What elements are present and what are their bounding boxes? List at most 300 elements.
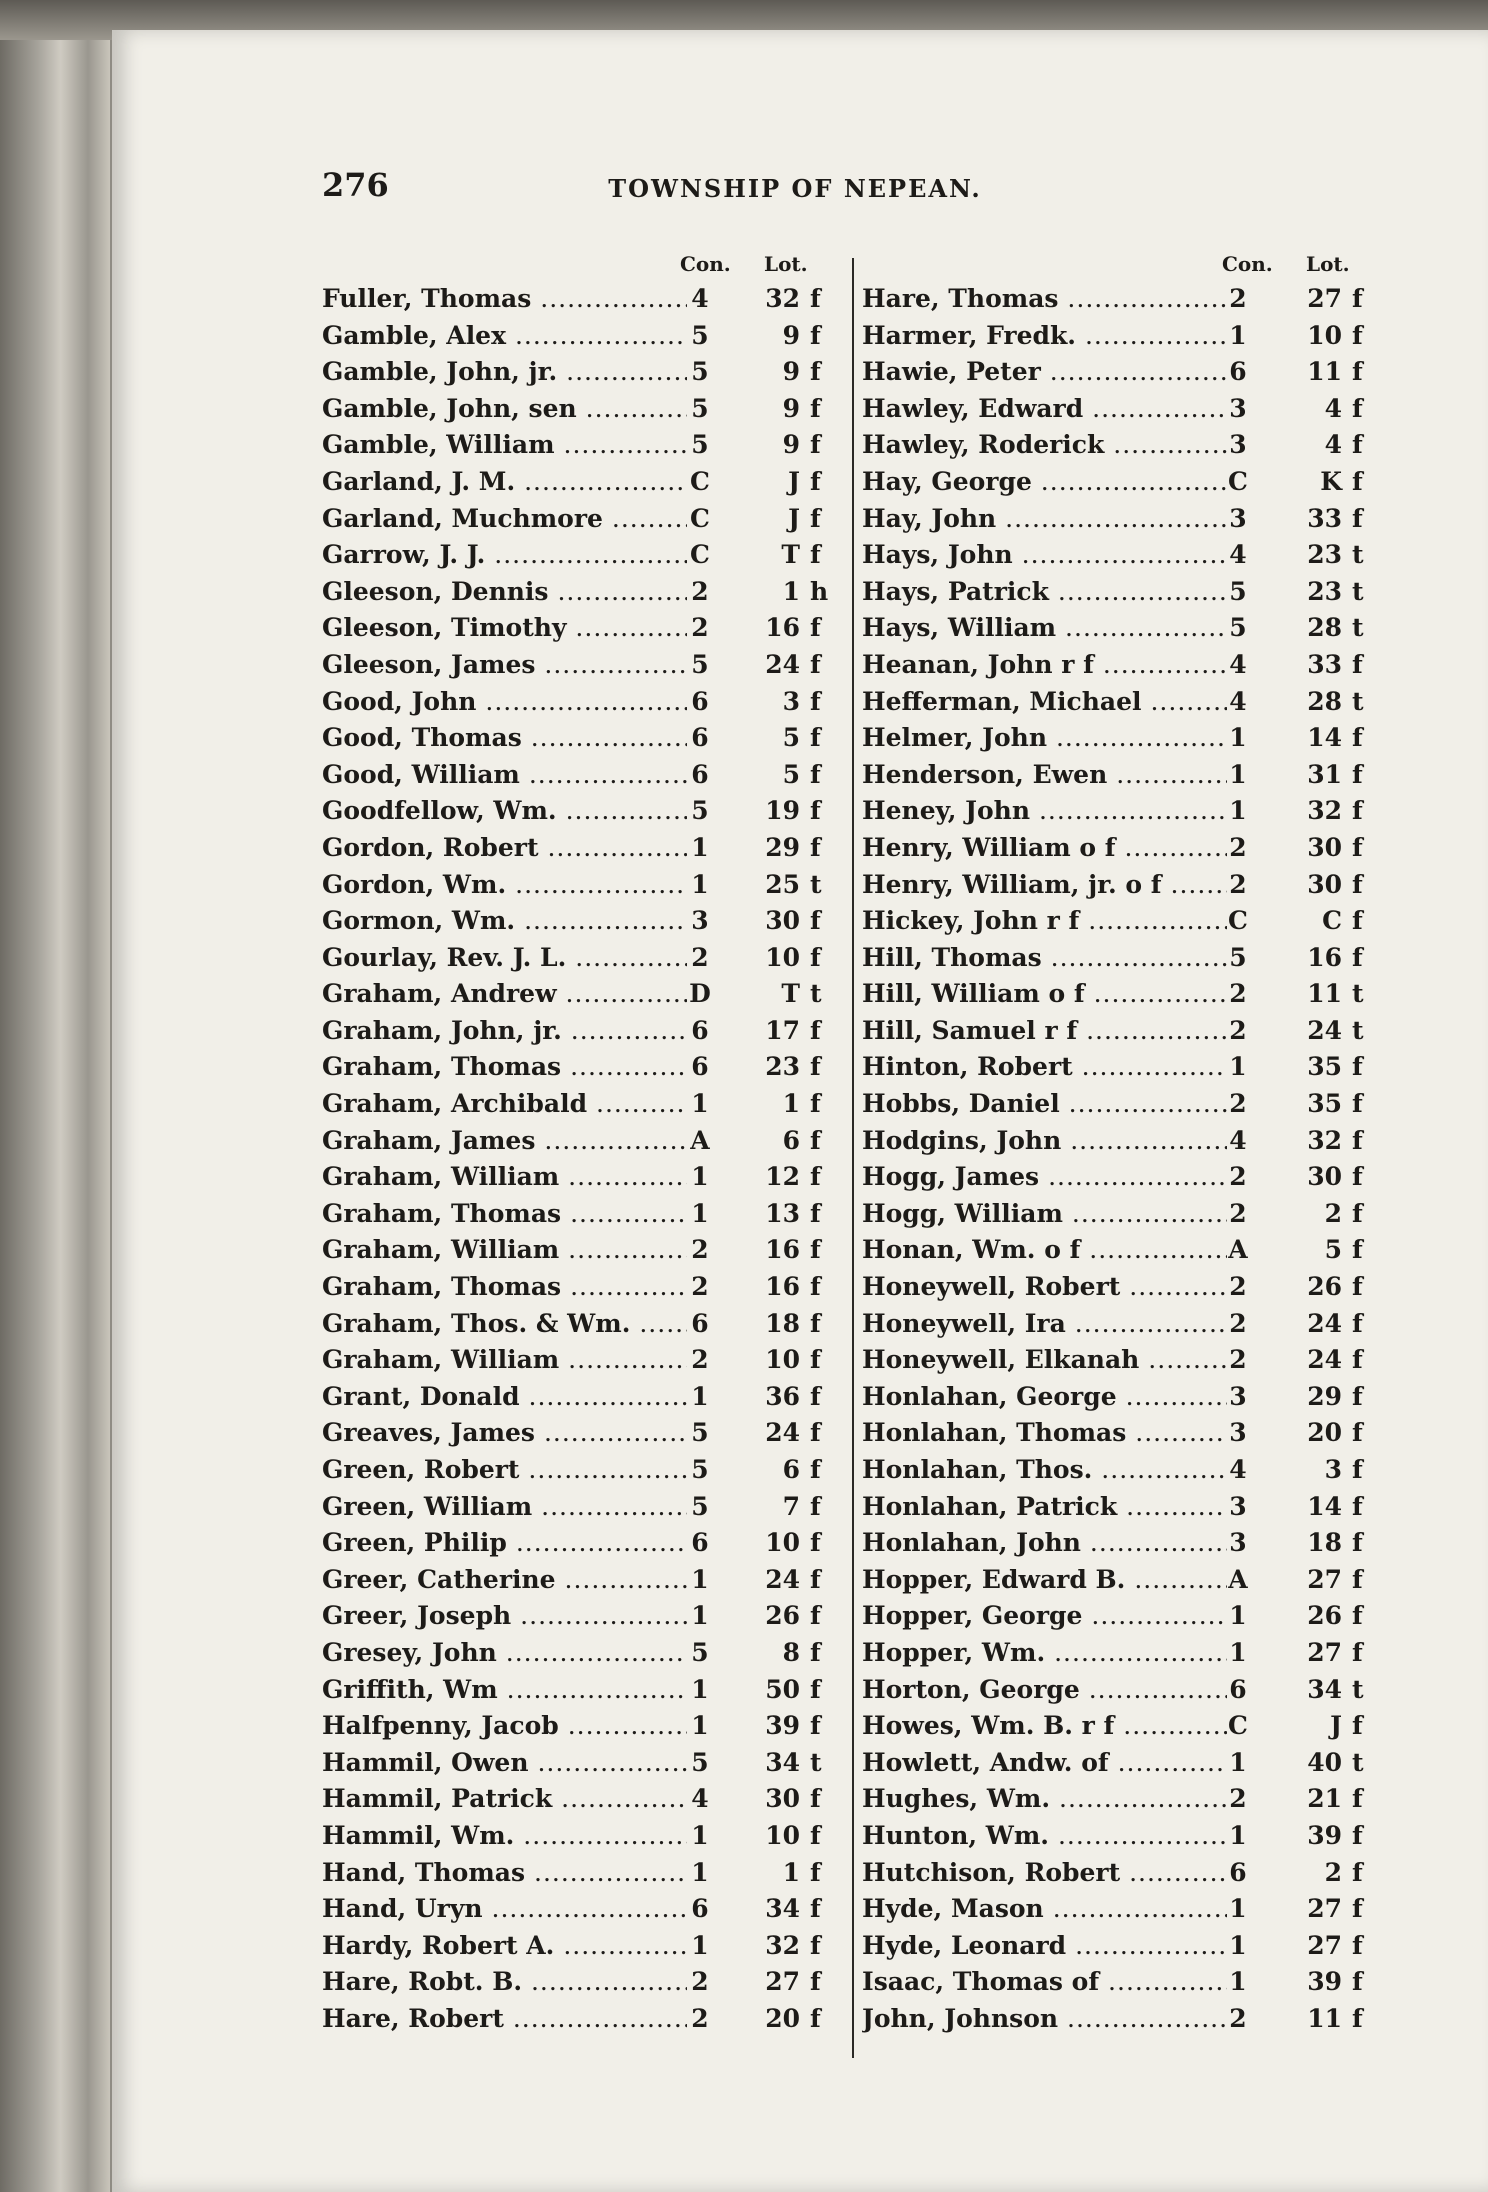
entry-lot: 39: [1307, 1820, 1342, 1850]
right-column-header: [862, 246, 1382, 280]
entry-lot: 10: [1307, 320, 1342, 350]
entry-lot-type: f: [1352, 1052, 1363, 1082]
entry-name: Isaac, Thomas of .....: [862, 1967, 1227, 1996]
entry-name: Heney, John .....: [862, 796, 1227, 825]
entry-concession: C: [690, 540, 710, 570]
entry-lot: 10: [765, 942, 800, 972]
entry-concession: 5: [691, 393, 709, 423]
entry-concession: A: [1228, 1564, 1248, 1594]
entry-concession: 6: [691, 1015, 709, 1045]
entry-lot-type: f: [1352, 1491, 1363, 1521]
entry-lot: 23: [1307, 540, 1342, 570]
entry-concession: 1: [691, 1820, 709, 1850]
directory-entry: [862, 829, 1382, 866]
entry-lot-type: f: [1352, 942, 1363, 972]
entry-name: Greer, Catherine .....: [322, 1565, 687, 1594]
directory-entry: [862, 1963, 1382, 2000]
directory-entry: [322, 1158, 842, 1195]
entry-lot-type: f: [1352, 1345, 1363, 1375]
entry-lot-type: f: [810, 1235, 821, 1265]
entry-lot: K: [1320, 466, 1342, 496]
entry-lot: 35: [1307, 1089, 1342, 1119]
entry-concession: 5: [691, 1637, 709, 1667]
entry-lot-type: f: [810, 1089, 821, 1119]
entry-lot-type: f: [1352, 1308, 1363, 1338]
entry-concession: 1: [691, 832, 709, 862]
entry-lot: 18: [1307, 1528, 1342, 1558]
entry-lot-type: f: [810, 723, 821, 753]
entry-concession: 5: [1229, 576, 1247, 606]
directory-entry: [862, 1854, 1382, 1891]
entry-concession: 3: [1229, 393, 1247, 423]
left-column-header: [322, 246, 842, 280]
entry-concession: 2: [1229, 2003, 1247, 2033]
entry-lot-type: f: [1352, 1564, 1363, 1594]
directory-entry: [862, 1671, 1382, 1708]
entry-name: Graham, Archibald .....: [322, 1089, 687, 1118]
entry-concession: 4: [1229, 686, 1247, 716]
entry-lot: 2: [1324, 1857, 1342, 1887]
directory-entry: [862, 609, 1382, 646]
directory-entry: [862, 1341, 1382, 1378]
directory-entry: [862, 1451, 1382, 1488]
entry-lot: 16: [765, 1235, 800, 1265]
entry-lot-type: f: [1352, 649, 1363, 679]
entry-lot: 11: [1307, 2003, 1342, 2033]
entry-name: Gresey, John .....: [322, 1638, 687, 1667]
entry-lot-type: t: [1352, 1674, 1364, 1704]
directory-entry: [862, 975, 1382, 1012]
entry-concession: C: [1228, 1711, 1248, 1741]
entry-concession: 6: [691, 1052, 709, 1082]
directory-entry: [862, 390, 1382, 427]
entry-concession: 1: [691, 1162, 709, 1192]
entry-lot: 35: [1307, 1052, 1342, 1082]
entry-name: Honlahan, John .....: [862, 1528, 1227, 1557]
entry-name: Hays, Patrick .....: [862, 577, 1227, 606]
entry-concession: 2: [1229, 979, 1247, 1009]
entry-lot: 9: [782, 357, 800, 387]
entry-name: Hobbs, Daniel .....: [862, 1089, 1227, 1118]
directory-entry: [322, 463, 842, 500]
directory-entry: [862, 573, 1382, 610]
entry-lot-type: f: [1352, 320, 1363, 350]
directory-entry: [862, 353, 1382, 390]
entry-lot: 24: [765, 1418, 800, 1448]
entry-concession: 4: [1229, 649, 1247, 679]
directory-entry: [322, 1048, 842, 1085]
directory-entry: [322, 1707, 842, 1744]
entry-name: Gamble, Alex .....: [322, 321, 687, 350]
directory-entry: [322, 1414, 842, 1451]
entry-lot: 32: [765, 1930, 800, 1960]
entry-concession: 6: [1229, 1857, 1247, 1887]
entry-lot: 40: [1307, 1747, 1342, 1777]
entry-lot-type: f: [810, 1711, 821, 1741]
entry-name: Green, Philip .....: [322, 1528, 687, 1557]
entry-lot-type: f: [1352, 430, 1363, 460]
directory-entry: [322, 317, 842, 354]
entry-lot-type: f: [1352, 284, 1363, 313]
entry-concession: 2: [1229, 1784, 1247, 1814]
entry-concession: 6: [691, 1308, 709, 1338]
directory-entry: [862, 1085, 1382, 1122]
entry-lot: 26: [1307, 1272, 1342, 1302]
entry-name: Gordon, Robert .....: [322, 833, 687, 862]
entry-name: Garland, J. M. .....: [322, 467, 687, 496]
entry-lot-type: f: [1352, 1418, 1363, 1448]
entry-name: Hay, John .....: [862, 504, 1227, 533]
entry-name: Harmer, Fredk. .....: [862, 321, 1227, 350]
directory-entry: [862, 1597, 1382, 1634]
entry-concession: 1: [691, 1857, 709, 1887]
entry-lot: 7: [782, 1491, 800, 1521]
entry-concession: 5: [691, 649, 709, 679]
directory-entry: [862, 463, 1382, 500]
entry-lot-type: t: [1352, 686, 1364, 716]
entry-lot: 50: [765, 1674, 800, 1704]
entry-lot-type: f: [810, 796, 821, 826]
entry-concession: 2: [1229, 1162, 1247, 1192]
directory-entry: [862, 1634, 1382, 1671]
entry-concession: 5: [691, 796, 709, 826]
entry-concession: 5: [691, 1455, 709, 1484]
entry-concession: 2: [691, 1967, 709, 1997]
entry-lot: 20: [765, 2003, 800, 2033]
directory-entry: [322, 1561, 842, 1598]
entry-name: Graham, John, jr. .....: [322, 1016, 687, 1045]
entry-concession: 1: [1229, 320, 1247, 350]
directory-entry: [322, 1634, 842, 1671]
entry-lot-type: f: [1352, 723, 1363, 753]
entry-lot-type: f: [1352, 832, 1363, 862]
entry-name: Hefferman, Michael .....: [862, 687, 1227, 716]
entry-name: Hammil, Wm. .....: [322, 1821, 687, 1850]
entry-lot-type: t: [1352, 576, 1364, 606]
entry-lot-type: f: [810, 466, 821, 496]
directory-entry: [862, 1927, 1382, 1964]
entry-concession: A: [1228, 1235, 1248, 1265]
directory-entry: [862, 646, 1382, 683]
con-header: Con.: [680, 252, 731, 276]
directory-entry: [322, 2000, 842, 2037]
entry-name: Greer, Joseph .....: [322, 1601, 687, 1630]
entry-lot: 24: [765, 649, 800, 679]
entry-concession: 3: [1229, 1528, 1247, 1558]
entry-name: Henry, William, jr. o f .....: [862, 870, 1227, 899]
entry-concession: 3: [1229, 1491, 1247, 1521]
entry-name: Honlahan, Patrick .....: [862, 1492, 1227, 1521]
entry-name: Garrow, J. J. .....: [322, 540, 687, 569]
entry-lot: 5: [782, 723, 800, 753]
directory-entry: [322, 1780, 842, 1817]
entry-concession: C: [690, 503, 710, 533]
entry-concession: D: [689, 979, 711, 1009]
entry-concession: 1: [1229, 1967, 1247, 1997]
entry-concession: 2: [1229, 869, 1247, 899]
entry-concession: 1: [1229, 723, 1247, 753]
entry-name: Gamble, John, jr. .....: [322, 357, 687, 386]
directory-entry: [322, 536, 842, 573]
directory-entry: [322, 1085, 842, 1122]
entry-lot: 34: [1307, 1674, 1342, 1704]
directory-entry: [322, 792, 842, 829]
entry-lot: 30: [1307, 832, 1342, 862]
entry-lot: 3: [1324, 1455, 1342, 1484]
entry-lot-type: f: [1352, 1820, 1363, 1850]
entry-concession: 6: [691, 759, 709, 789]
entry-name: Hopper, Wm. .....: [862, 1638, 1227, 1667]
entry-lot-type: f: [810, 1528, 821, 1558]
directory-entry: [322, 573, 842, 610]
directory-entry: [322, 1524, 842, 1561]
directory-entry: [322, 975, 842, 1012]
entry-lot-type: t: [1352, 979, 1364, 1009]
entry-lot: 30: [1307, 869, 1342, 899]
directory-entry: [862, 2000, 1382, 2037]
directory-entry: [322, 1305, 842, 1342]
entry-name: Hickey, John r f .....: [862, 906, 1227, 935]
left-column: [322, 246, 842, 2037]
entry-lot-type: f: [810, 1967, 821, 1997]
entry-name: Garland, Muchmore .....: [322, 504, 687, 533]
directory-entry: [862, 683, 1382, 720]
entry-lot-type: f: [810, 284, 821, 313]
entry-concession: 3: [1229, 430, 1247, 460]
entry-concession: 6: [691, 686, 709, 716]
entry-concession: 6: [1229, 1674, 1247, 1704]
entry-name: Howlett, Andw. of .....: [862, 1748, 1227, 1777]
entry-name: Graham, Andrew .....: [322, 979, 687, 1008]
entry-concession: 2: [1229, 1015, 1247, 1045]
directory-entry: [322, 719, 842, 756]
entry-name: Hinton, Robert .....: [862, 1052, 1227, 1081]
entry-name: Hand, Uryn .....: [322, 1894, 687, 1923]
entry-concession: 2: [1229, 1198, 1247, 1228]
entry-lot: 27: [1307, 1930, 1342, 1960]
entry-name: Hopper, Edward B. .....: [862, 1565, 1227, 1594]
entry-concession: C: [690, 466, 710, 496]
entry-name: Gamble, John, sen .....: [322, 394, 687, 423]
entry-lot-type: t: [810, 1747, 822, 1777]
entry-concession: 4: [1229, 1455, 1247, 1484]
entry-lot: 11: [1307, 357, 1342, 387]
entry-lot-type: f: [1352, 1894, 1363, 1924]
entry-lot: 34: [765, 1747, 800, 1777]
entry-lot-type: f: [1352, 869, 1363, 899]
directory-entry: [862, 1707, 1382, 1744]
entry-lot-type: f: [1352, 1272, 1363, 1302]
entry-lot-type: f: [810, 320, 821, 350]
entry-lot: 6: [782, 1455, 800, 1484]
entry-name: Hays, William .....: [862, 613, 1227, 642]
entry-lot: J: [788, 503, 800, 533]
entry-lot: 24: [765, 1564, 800, 1594]
entry-lot-type: f: [810, 1345, 821, 1375]
entry-concession: 3: [1229, 1418, 1247, 1448]
directory-entry: [862, 1048, 1382, 1085]
entry-concession: 2: [691, 2003, 709, 2033]
directory-entry: [322, 756, 842, 793]
entry-lot-type: f: [1352, 1601, 1363, 1631]
entry-name: Hill, William o f .....: [862, 979, 1227, 1008]
entry-name: Henderson, Ewen .....: [862, 760, 1227, 789]
entry-lot: 17: [765, 1015, 800, 1045]
running-title: TOWNSHIP OF NEPEAN.: [608, 174, 982, 203]
entry-lot-type: f: [810, 1015, 821, 1045]
entry-lot: J: [788, 466, 800, 496]
entry-lot: 30: [1307, 1162, 1342, 1192]
entry-name: Good, William .....: [322, 760, 687, 789]
entry-lot: 25: [765, 869, 800, 899]
entry-concession: 2: [691, 1235, 709, 1265]
entry-name: Hyde, Mason .....: [862, 1894, 1227, 1923]
entry-lot: 23: [765, 1052, 800, 1082]
entry-lot-type: t: [1352, 1747, 1364, 1777]
entry-concession: 1: [1229, 1747, 1247, 1777]
directory-entry: [322, 280, 842, 317]
entry-lot-type: f: [1352, 1711, 1363, 1741]
entry-lot-type: f: [1352, 1125, 1363, 1155]
directory-entry: [862, 1158, 1382, 1195]
entry-lot-type: f: [1352, 1784, 1363, 1814]
entry-lot-type: f: [1352, 466, 1363, 496]
directory-entry: [322, 1671, 842, 1708]
entry-lot: 16: [765, 613, 800, 643]
entry-lot: 28: [1307, 613, 1342, 643]
entry-name: Graham, Thomas .....: [322, 1199, 687, 1228]
entry-lot: 27: [765, 1967, 800, 1997]
entry-lot: 11: [1307, 979, 1342, 1009]
entry-lot-type: f: [810, 832, 821, 862]
entry-lot-type: f: [810, 613, 821, 643]
entry-name: Hutchison, Robert .....: [862, 1858, 1227, 1887]
entry-name: Graham, Thomas .....: [322, 1272, 687, 1301]
entry-lot-type: f: [810, 649, 821, 679]
entry-lot-type: t: [1352, 613, 1364, 643]
entry-concession: C: [1228, 906, 1248, 936]
entry-name: Hare, Thomas .....: [862, 284, 1227, 313]
entry-name: Graham, Thomas .....: [322, 1052, 687, 1081]
entry-concession: 4: [1229, 1125, 1247, 1155]
directory-entry: [862, 1780, 1382, 1817]
entry-name: Hawley, Edward .....: [862, 394, 1227, 423]
entry-name: Gormon, Wm. .....: [322, 906, 687, 935]
entry-lot-type: f: [1352, 1637, 1363, 1667]
entry-lot: 27: [1307, 1637, 1342, 1667]
entry-lot-type: f: [810, 759, 821, 789]
directory-entry: [862, 1744, 1382, 1781]
entry-lot: T: [781, 540, 800, 570]
entry-name: Howes, Wm. B. r f .....: [862, 1711, 1227, 1740]
directory-entry: [322, 866, 842, 903]
entry-lot: 24: [1307, 1345, 1342, 1375]
entry-lot: J: [1330, 1711, 1342, 1741]
entry-lot: T: [781, 979, 800, 1009]
entry-lot: 39: [1307, 1967, 1342, 1997]
entry-concession: 5: [1229, 613, 1247, 643]
entry-concession: 2: [691, 1345, 709, 1375]
entry-concession: 2: [1229, 1345, 1247, 1375]
entry-name: Gleeson, James .....: [322, 650, 687, 679]
directory-entry: [322, 1451, 842, 1488]
entry-lot: 26: [765, 1601, 800, 1631]
directory-columns: [322, 246, 1392, 2066]
entry-lot: 32: [1307, 1125, 1342, 1155]
entry-lot-type: f: [810, 357, 821, 387]
directory-entry: [862, 1414, 1382, 1451]
entry-lot-type: f: [810, 1125, 821, 1155]
entry-lot-type: f: [1352, 906, 1363, 936]
entry-name: Honan, Wm. o f .....: [862, 1235, 1227, 1264]
entry-name: Hyde, Leonard .....: [862, 1931, 1227, 1960]
directory-entry: [322, 1231, 842, 1268]
entry-lot: 21: [1307, 1784, 1342, 1814]
directory-entry: [862, 1122, 1382, 1159]
entry-name: Hawie, Peter .....: [862, 357, 1227, 386]
entry-lot-type: f: [810, 1455, 821, 1484]
entry-lot: 20: [1307, 1418, 1342, 1448]
entry-lot: 27: [1307, 1564, 1342, 1594]
directory-entry: [862, 756, 1382, 793]
entry-lot-type: t: [810, 979, 822, 1009]
entry-lot-type: f: [1352, 1235, 1363, 1265]
entry-lot-type: f: [810, 1674, 821, 1704]
entry-concession: 2: [1229, 284, 1247, 313]
entry-lot-type: t: [1352, 540, 1364, 570]
entry-concession: 2: [691, 942, 709, 972]
entry-name: Greaves, James .....: [322, 1418, 687, 1447]
entry-lot-type: f: [810, 1601, 821, 1631]
entry-lot: 1: [782, 576, 800, 606]
entry-lot: 33: [1307, 649, 1342, 679]
entry-concession: 5: [691, 357, 709, 387]
entry-lot: 33: [1307, 503, 1342, 533]
entry-lot-type: f: [810, 1930, 821, 1960]
entry-lot: 24: [1307, 1308, 1342, 1338]
entry-concession: 2: [1229, 1272, 1247, 1302]
directory-entry: [322, 353, 842, 390]
entry-lot-type: f: [810, 942, 821, 972]
directory-entry: [862, 1524, 1382, 1561]
entry-concession: 5: [691, 1747, 709, 1777]
directory-entry: [322, 1597, 842, 1634]
directory-entry: [322, 1890, 842, 1927]
entry-concession: 6: [1229, 357, 1247, 387]
directory-entry: [322, 683, 842, 720]
directory-entry: [862, 902, 1382, 939]
entry-name: Hill, Thomas .....: [862, 943, 1227, 972]
entry-lot: 4: [1324, 393, 1342, 423]
directory-entry: [862, 1195, 1382, 1232]
entry-concession: C: [1228, 466, 1248, 496]
entry-lot-type: f: [1352, 796, 1363, 826]
entry-lot-type: f: [1352, 393, 1363, 423]
entry-lot: 9: [782, 393, 800, 423]
lot-header: Lot.: [764, 252, 808, 276]
entry-lot-type: t: [810, 869, 822, 899]
directory-entry: [862, 719, 1382, 756]
directory-entry: [322, 426, 842, 463]
entry-lot: 9: [782, 430, 800, 460]
directory-entry: [862, 1268, 1382, 1305]
entry-lot: 1: [782, 1089, 800, 1119]
entry-concession: 5: [691, 320, 709, 350]
entry-concession: A: [690, 1125, 710, 1155]
entry-name: Green, William .....: [322, 1492, 687, 1521]
entry-lot: 16: [1307, 942, 1342, 972]
con-header: Con.: [1222, 252, 1273, 276]
